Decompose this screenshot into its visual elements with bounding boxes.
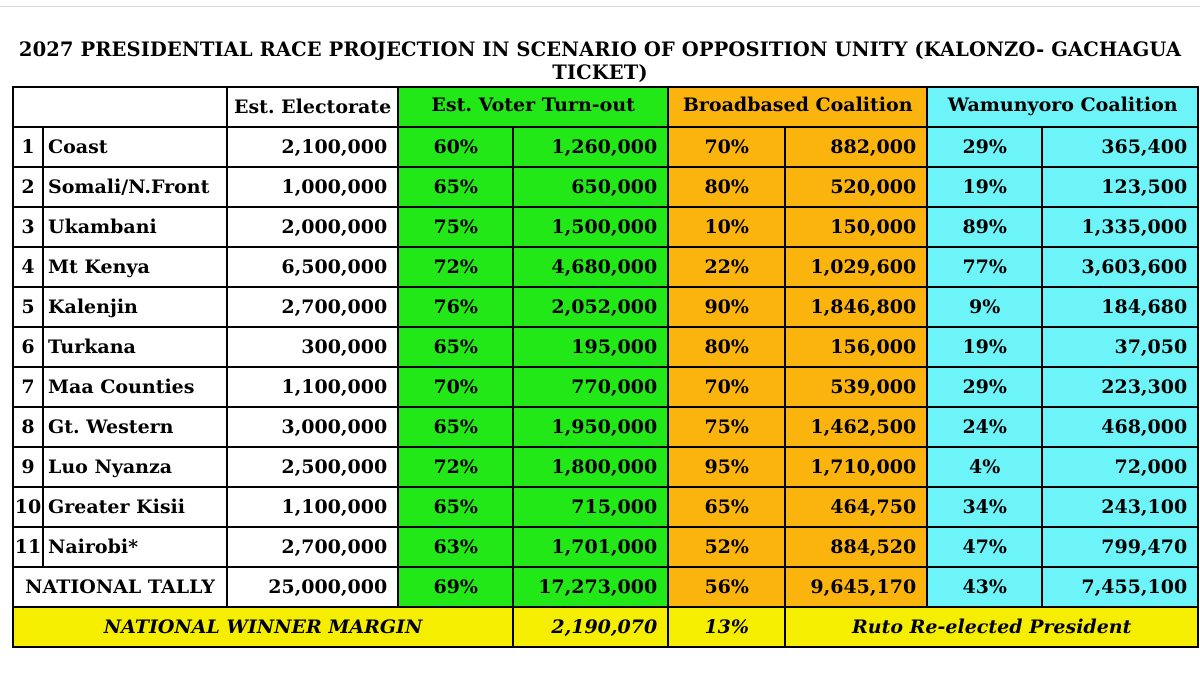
broadbased-value: 539,000 (785, 367, 927, 407)
electorate-value: 2,100,000 (227, 127, 398, 167)
region-name: Kalenjin (43, 287, 227, 327)
electorate-value: 1,100,000 (227, 487, 398, 527)
region-name: Coast (43, 127, 227, 167)
electorate-value: 2,000,000 (227, 207, 398, 247)
turnout-pct: 76% (398, 287, 513, 327)
broadbased-value: 1,029,600 (785, 247, 927, 287)
wamunyoro-pct: 19% (927, 327, 1042, 367)
region-row (13, 407, 1198, 447)
data-rows (13, 127, 1198, 567)
region-row (13, 167, 1198, 207)
broadbased-value: 1,710,000 (785, 447, 927, 487)
turnout-pct: 65% (398, 487, 513, 527)
tally-turnout-pct: 69% (398, 567, 513, 607)
region-row (13, 247, 1198, 287)
broadbased-pct: 90% (668, 287, 785, 327)
electorate-value: 1,000,000 (227, 167, 398, 207)
row-number: 7 (13, 367, 43, 407)
region-row (13, 287, 1198, 327)
broadbased-pct: 95% (668, 447, 785, 487)
turnout-pct: 63% (398, 527, 513, 567)
header-turnout: Est. Voter Turn-out (398, 87, 668, 127)
national-tally-row (13, 567, 1198, 607)
region-name: Mt Kenya (43, 247, 227, 287)
wamunyoro-pct: 47% (927, 527, 1042, 567)
turnout-value: 770,000 (513, 367, 668, 407)
tally-label: NATIONAL TALLY (13, 567, 227, 607)
wamunyoro-value: 1,335,000 (1042, 207, 1198, 247)
region-name: Somali/N.Front (43, 167, 227, 207)
top-divider (0, 6, 1200, 7)
electorate-value: 300,000 (227, 327, 398, 367)
wamunyoro-pct: 9% (927, 287, 1042, 327)
wamunyoro-value: 243,100 (1042, 487, 1198, 527)
turnout-value: 650,000 (513, 167, 668, 207)
broadbased-pct: 22% (668, 247, 785, 287)
turnout-value: 1,500,000 (513, 207, 668, 247)
region-name: Maa Counties (43, 367, 227, 407)
projection-table (12, 86, 1199, 648)
wamunyoro-pct: 89% (927, 207, 1042, 247)
broadbased-value: 1,846,800 (785, 287, 927, 327)
winner-margin-votes: 2,190,070 (513, 607, 668, 647)
wamunyoro-pct: 29% (927, 127, 1042, 167)
winner-margin-pct: 13% (668, 607, 785, 647)
wamunyoro-value: 37,050 (1042, 327, 1198, 367)
region-name: Greater Kisii (43, 487, 227, 527)
region-name: Ukambani (43, 207, 227, 247)
tally-wamunyoro-pct: 43% (927, 567, 1042, 607)
turnout-pct: 72% (398, 447, 513, 487)
broadbased-value: 464,750 (785, 487, 927, 527)
wamunyoro-value: 223,300 (1042, 367, 1198, 407)
turnout-pct: 75% (398, 207, 513, 247)
winner-result: Ruto Re-elected President (785, 607, 1198, 647)
broadbased-pct: 70% (668, 367, 785, 407)
header-wamunyoro: Wamunyoro Coalition (927, 87, 1198, 127)
electorate-value: 2,500,000 (227, 447, 398, 487)
wamunyoro-pct: 34% (927, 487, 1042, 527)
region-row (13, 207, 1198, 247)
row-number: 2 (13, 167, 43, 207)
region-name: Gt. Western (43, 407, 227, 447)
electorate-value: 1,100,000 (227, 367, 398, 407)
wamunyoro-pct: 19% (927, 167, 1042, 207)
winner-margin-label: NATIONAL WINNER MARGIN (13, 607, 513, 647)
turnout-value: 4,680,000 (513, 247, 668, 287)
tally-wamunyoro: 7,455,100 (1042, 567, 1198, 607)
electorate-value: 3,000,000 (227, 407, 398, 447)
broadbased-pct: 52% (668, 527, 785, 567)
row-number: 10 (13, 487, 43, 527)
broadbased-value: 150,000 (785, 207, 927, 247)
region-name: Nairobi* (43, 527, 227, 567)
broadbased-pct: 65% (668, 487, 785, 527)
row-number: 3 (13, 207, 43, 247)
broadbased-pct: 80% (668, 167, 785, 207)
header-row (13, 87, 1198, 127)
winner-margin-row (13, 607, 1198, 647)
broadbased-value: 520,000 (785, 167, 927, 207)
row-number: 9 (13, 447, 43, 487)
broadbased-value: 884,520 (785, 527, 927, 567)
broadbased-value: 1,462,500 (785, 407, 927, 447)
wamunyoro-value: 184,680 (1042, 287, 1198, 327)
turnout-pct: 72% (398, 247, 513, 287)
region-name: Turkana (43, 327, 227, 367)
turnout-value: 2,052,000 (513, 287, 668, 327)
region-row (13, 327, 1198, 367)
turnout-pct: 65% (398, 167, 513, 207)
row-number: 4 (13, 247, 43, 287)
broadbased-value: 882,000 (785, 127, 927, 167)
header-blank-cell (13, 87, 227, 127)
region-row (13, 487, 1198, 527)
turnout-pct: 65% (398, 407, 513, 447)
header-broadbased: Broadbased Coalition (668, 87, 927, 127)
row-number: 8 (13, 407, 43, 447)
electorate-value: 2,700,000 (227, 527, 398, 567)
wamunyoro-value: 468,000 (1042, 407, 1198, 447)
row-number: 5 (13, 287, 43, 327)
tally-broadbased-pct: 56% (668, 567, 785, 607)
turnout-pct: 65% (398, 327, 513, 367)
page-title: 2027 PRESIDENTIAL RACE PROJECTION IN SCENARIO OF OPPOSITION UNITY (KALONZO- GACHAGUA TICKET) (18, 38, 1182, 84)
wamunyoro-value: 3,603,600 (1042, 247, 1198, 287)
row-number: 6 (13, 327, 43, 367)
turnout-value: 1,950,000 (513, 407, 668, 447)
wamunyoro-pct: 29% (927, 367, 1042, 407)
region-name: Luo Nyanza (43, 447, 227, 487)
electorate-value: 2,700,000 (227, 287, 398, 327)
turnout-value: 715,000 (513, 487, 668, 527)
broadbased-pct: 80% (668, 327, 785, 367)
tally-electorate: 25,000,000 (227, 567, 398, 607)
turnout-value: 1,701,000 (513, 527, 668, 567)
turnout-value: 195,000 (513, 327, 668, 367)
wamunyoro-pct: 4% (927, 447, 1042, 487)
tally-turnout: 17,273,000 (513, 567, 668, 607)
broadbased-value: 156,000 (785, 327, 927, 367)
wamunyoro-pct: 77% (927, 247, 1042, 287)
broadbased-pct: 10% (668, 207, 785, 247)
wamunyoro-pct: 24% (927, 407, 1042, 447)
turnout-pct: 70% (398, 367, 513, 407)
wamunyoro-value: 123,500 (1042, 167, 1198, 207)
broadbased-pct: 70% (668, 127, 785, 167)
wamunyoro-value: 72,000 (1042, 447, 1198, 487)
broadbased-pct: 75% (668, 407, 785, 447)
row-number: 11 (13, 527, 43, 567)
header-electorate: Est. Electorate (227, 87, 398, 127)
wamunyoro-value: 799,470 (1042, 527, 1198, 567)
tally-broadbased: 9,645,170 (785, 567, 927, 607)
turnout-value: 1,800,000 (513, 447, 668, 487)
wamunyoro-value: 365,400 (1042, 127, 1198, 167)
region-row (13, 367, 1198, 407)
region-row (13, 127, 1198, 167)
turnout-pct: 60% (398, 127, 513, 167)
turnout-value: 1,260,000 (513, 127, 668, 167)
row-number: 1 (13, 127, 43, 167)
region-row (13, 447, 1198, 487)
electorate-value: 6,500,000 (227, 247, 398, 287)
region-row (13, 527, 1198, 567)
